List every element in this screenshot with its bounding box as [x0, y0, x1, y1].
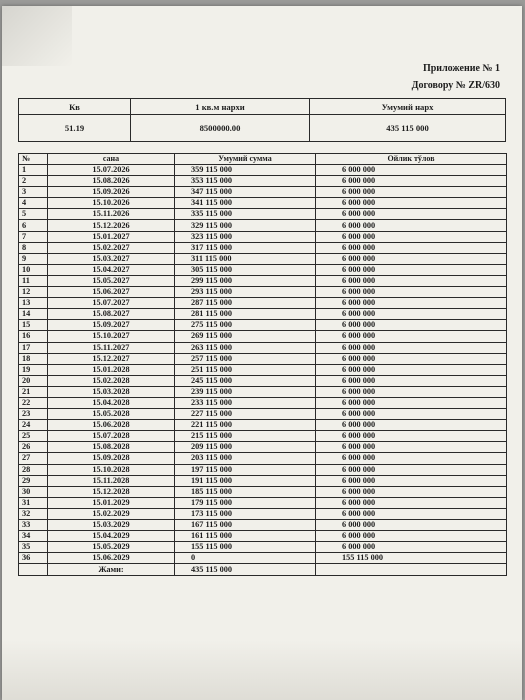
remaining-sum: 263 115 000 [175, 342, 316, 353]
remaining-sum: 215 115 000 [175, 431, 316, 442]
table-row [19, 275, 507, 286]
payment-date: 15.05.2027 [48, 275, 175, 286]
remaining-sum: 281 115 000 [175, 309, 316, 320]
payment-date: 15.04.2027 [48, 264, 175, 275]
table-row [19, 342, 507, 353]
table-row [19, 198, 507, 209]
table-row [19, 531, 507, 542]
table-row [19, 486, 507, 497]
monthly-payment: 6 000 000 [316, 187, 507, 198]
table-row [19, 320, 507, 331]
summary-price-value: 8500000.00 [131, 115, 310, 142]
payment-schedule-table [18, 153, 507, 576]
monthly-payment: 6 000 000 [316, 220, 507, 231]
table-row [19, 253, 507, 264]
row-number: 27 [19, 453, 48, 464]
schedule-header-cell: № [19, 154, 48, 165]
row-number: 10 [19, 264, 48, 275]
row-number: 14 [19, 309, 48, 320]
row-number: 13 [19, 298, 48, 309]
remaining-sum: 311 115 000 [175, 253, 316, 264]
row-number: 19 [19, 364, 48, 375]
remaining-sum: 179 115 000 [175, 497, 316, 508]
row-number: 16 [19, 331, 48, 342]
summary-header-cell: 1 кв.м нархи [131, 99, 310, 115]
page-corner-shade [2, 6, 72, 66]
monthly-payment: 6 000 000 [316, 386, 507, 397]
table-cell [316, 564, 507, 576]
row-number: 32 [19, 508, 48, 519]
row-number: 28 [19, 464, 48, 475]
payment-date: 15.01.2028 [48, 364, 175, 375]
remaining-sum: 209 115 000 [175, 442, 316, 453]
table-row [19, 364, 507, 375]
appendix-header [412, 60, 500, 94]
table-cell [19, 564, 48, 576]
table-row [19, 520, 507, 531]
table-row [19, 242, 507, 253]
summary-table [18, 98, 506, 142]
remaining-sum: 269 115 000 [175, 331, 316, 342]
payment-date: 15.12.2026 [48, 220, 175, 231]
row-number: 26 [19, 442, 48, 453]
row-number: 35 [19, 542, 48, 553]
remaining-sum: 227 115 000 [175, 409, 316, 420]
table-row [19, 453, 507, 464]
remaining-sum: 245 115 000 [175, 375, 316, 386]
payment-date: 15.11.2028 [48, 475, 175, 486]
row-number: 24 [19, 420, 48, 431]
remaining-sum: 203 115 000 [175, 453, 316, 464]
monthly-payment: 6 000 000 [316, 309, 507, 320]
row-number: 22 [19, 397, 48, 408]
monthly-payment: 6 000 000 [316, 475, 507, 486]
remaining-sum: 347 115 000 [175, 187, 316, 198]
monthly-payment: 6 000 000 [316, 453, 507, 464]
table-row [19, 420, 507, 431]
remaining-sum: 173 115 000 [175, 508, 316, 519]
row-number: 33 [19, 520, 48, 531]
schedule-header-cell: Ойлик тўлов [316, 154, 507, 165]
appendix-title: Приложение № 1 [422, 63, 500, 74]
total-value: 435 115 000 [175, 564, 316, 576]
monthly-payment: 6 000 000 [316, 497, 507, 508]
remaining-sum: 161 115 000 [175, 531, 316, 542]
table-row [19, 375, 507, 386]
remaining-sum: 257 115 000 [175, 353, 316, 364]
table-row [19, 187, 507, 198]
schedule-body [19, 165, 507, 564]
remaining-sum: 341 115 000 [175, 198, 316, 209]
table-row [19, 165, 507, 176]
table-row [19, 309, 507, 320]
row-number: 36 [19, 553, 48, 564]
payment-date: 15.09.2026 [48, 187, 175, 198]
remaining-sum: 353 115 000 [175, 176, 316, 187]
schedule-header-row [19, 154, 507, 165]
row-number: 34 [19, 531, 48, 542]
payment-date: 15.02.2028 [48, 375, 175, 386]
total-label: Жами: [48, 564, 175, 576]
remaining-sum: 155 115 000 [175, 542, 316, 553]
monthly-payment: 6 000 000 [316, 298, 507, 309]
remaining-sum: 305 115 000 [175, 264, 316, 275]
summary-header-cell: Кв [19, 99, 131, 115]
row-number: 17 [19, 342, 48, 353]
monthly-payment: 6 000 000 [316, 375, 507, 386]
row-number: 31 [19, 497, 48, 508]
payment-date: 15.08.2027 [48, 309, 175, 320]
monthly-payment: 6 000 000 [316, 420, 507, 431]
document-page [2, 6, 522, 700]
row-number: 8 [19, 242, 48, 253]
contract-reference: Договору № ZR/630 [411, 80, 500, 91]
row-number: 21 [19, 386, 48, 397]
remaining-sum: 359 115 000 [175, 165, 316, 176]
summary-value-row [19, 115, 506, 142]
remaining-sum: 287 115 000 [175, 298, 316, 309]
payment-date: 15.05.2028 [48, 409, 175, 420]
payment-date: 15.06.2027 [48, 287, 175, 298]
payment-date: 15.10.2027 [48, 331, 175, 342]
remaining-sum: 317 115 000 [175, 242, 316, 253]
table-row [19, 409, 507, 420]
row-number: 2 [19, 176, 48, 187]
monthly-payment: 6 000 000 [316, 209, 507, 220]
summary-total-value: 435 115 000 [310, 115, 506, 142]
payment-date: 15.07.2027 [48, 298, 175, 309]
monthly-payment: 6 000 000 [316, 364, 507, 375]
payment-date: 15.04.2029 [48, 531, 175, 542]
table-row [19, 331, 507, 342]
table-row [19, 542, 507, 553]
table-row [19, 264, 507, 275]
monthly-payment: 6 000 000 [316, 542, 507, 553]
payment-date: 15.10.2026 [48, 198, 175, 209]
payment-date: 15.02.2029 [48, 508, 175, 519]
payment-date: 15.04.2028 [48, 397, 175, 408]
payment-date: 15.09.2028 [48, 453, 175, 464]
table-row [19, 497, 507, 508]
remaining-sum: 233 115 000 [175, 397, 316, 408]
payment-date: 15.07.2026 [48, 165, 175, 176]
remaining-sum: 167 115 000 [175, 520, 316, 531]
row-number: 12 [19, 287, 48, 298]
payment-date: 15.07.2028 [48, 431, 175, 442]
page-bottom-shade [2, 640, 522, 700]
table-row [19, 508, 507, 519]
row-number: 23 [19, 409, 48, 420]
table-row [19, 386, 507, 397]
monthly-payment: 6 000 000 [316, 486, 507, 497]
monthly-payment: 155 115 000 [316, 553, 507, 564]
row-number: 20 [19, 375, 48, 386]
monthly-payment: 6 000 000 [316, 342, 507, 353]
remaining-sum: 323 115 000 [175, 231, 316, 242]
remaining-sum: 293 115 000 [175, 287, 316, 298]
monthly-payment: 6 000 000 [316, 253, 507, 264]
monthly-payment: 6 000 000 [316, 520, 507, 531]
table-row [19, 464, 507, 475]
row-number: 25 [19, 431, 48, 442]
remaining-sum: 335 115 000 [175, 209, 316, 220]
table-row [19, 553, 507, 564]
monthly-payment: 6 000 000 [316, 409, 507, 420]
table-row [19, 397, 507, 408]
payment-date: 15.05.2029 [48, 542, 175, 553]
payment-date: 15.06.2028 [48, 420, 175, 431]
table-row [19, 209, 507, 220]
payment-date: 15.11.2026 [48, 209, 175, 220]
row-number: 7 [19, 231, 48, 242]
row-number: 1 [19, 165, 48, 176]
monthly-payment: 6 000 000 [316, 508, 507, 519]
schedule-total-row [19, 564, 507, 576]
remaining-sum: 221 115 000 [175, 420, 316, 431]
payment-date: 15.01.2029 [48, 497, 175, 508]
remaining-sum: 329 115 000 [175, 220, 316, 231]
summary-area-value: 51.19 [19, 115, 131, 142]
row-number: 30 [19, 486, 48, 497]
row-number: 4 [19, 198, 48, 209]
monthly-payment: 6 000 000 [316, 320, 507, 331]
payment-date: 15.08.2026 [48, 176, 175, 187]
payment-date: 15.10.2028 [48, 464, 175, 475]
payment-date: 15.12.2028 [48, 486, 175, 497]
monthly-payment: 6 000 000 [316, 331, 507, 342]
remaining-sum: 275 115 000 [175, 320, 316, 331]
remaining-sum: 185 115 000 [175, 486, 316, 497]
monthly-payment: 6 000 000 [316, 464, 507, 475]
table-row [19, 231, 507, 242]
monthly-payment: 6 000 000 [316, 264, 507, 275]
payment-date: 15.01.2027 [48, 231, 175, 242]
schedule-header-cell: Умумий сумма [175, 154, 316, 165]
table-row [19, 220, 507, 231]
payment-date: 15.03.2029 [48, 520, 175, 531]
table-row [19, 353, 507, 364]
payment-date: 15.11.2027 [48, 342, 175, 353]
table-row [19, 287, 507, 298]
row-number: 29 [19, 475, 48, 486]
table-row [19, 431, 507, 442]
monthly-payment: 6 000 000 [316, 353, 507, 364]
monthly-payment: 6 000 000 [316, 287, 507, 298]
payment-date: 15.02.2027 [48, 242, 175, 253]
monthly-payment: 6 000 000 [316, 531, 507, 542]
row-number: 15 [19, 320, 48, 331]
monthly-payment: 6 000 000 [316, 231, 507, 242]
row-number: 5 [19, 209, 48, 220]
row-number: 11 [19, 275, 48, 286]
remaining-sum: 197 115 000 [175, 464, 316, 475]
payment-date: 15.06.2029 [48, 553, 175, 564]
summary-header-row [19, 99, 506, 115]
row-number: 6 [19, 220, 48, 231]
monthly-payment: 6 000 000 [316, 242, 507, 253]
payment-date: 15.12.2027 [48, 353, 175, 364]
remaining-sum: 239 115 000 [175, 386, 316, 397]
payment-date: 15.08.2028 [48, 442, 175, 453]
remaining-sum: 299 115 000 [175, 275, 316, 286]
monthly-payment: 6 000 000 [316, 176, 507, 187]
remaining-sum: 0 [175, 553, 316, 564]
monthly-payment: 6 000 000 [316, 442, 507, 453]
table-row [19, 442, 507, 453]
payment-date: 15.09.2027 [48, 320, 175, 331]
row-number: 3 [19, 187, 48, 198]
table-row [19, 176, 507, 187]
remaining-sum: 191 115 000 [175, 475, 316, 486]
monthly-payment: 6 000 000 [316, 397, 507, 408]
row-number: 18 [19, 353, 48, 364]
schedule-header-cell: сана [48, 154, 175, 165]
monthly-payment: 6 000 000 [316, 165, 507, 176]
monthly-payment: 6 000 000 [316, 275, 507, 286]
monthly-payment: 6 000 000 [316, 431, 507, 442]
payment-date: 15.03.2028 [48, 386, 175, 397]
table-row [19, 298, 507, 309]
payment-date: 15.03.2027 [48, 253, 175, 264]
row-number: 9 [19, 253, 48, 264]
summary-header-cell: Умумий нарх [310, 99, 506, 115]
monthly-payment: 6 000 000 [316, 198, 507, 209]
table-row [19, 475, 507, 486]
remaining-sum: 251 115 000 [175, 364, 316, 375]
